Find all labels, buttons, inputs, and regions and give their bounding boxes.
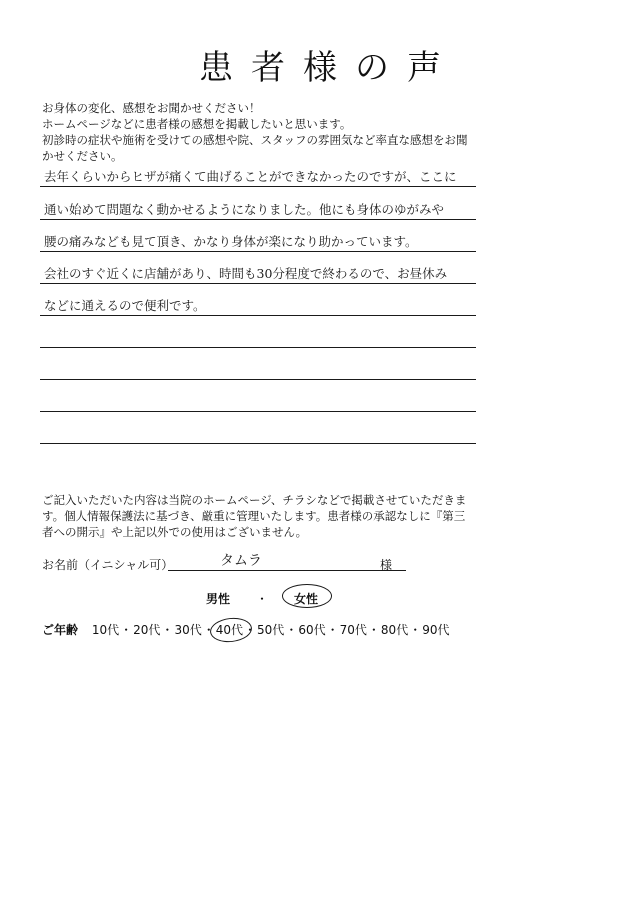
ruled-line xyxy=(40,443,476,444)
intro-line: ホームページなどに患者様の感想を掲載したいと思います。 xyxy=(42,117,352,131)
gender-option-male[interactable]: 男性 xyxy=(206,592,231,606)
name-label: お名前（イニシャル可） xyxy=(42,558,174,572)
testimonial-line-2: 通い始めて問題なく動かせるようになりました。他にも身体のゆがみや xyxy=(44,202,445,217)
intro-line: お身体の変化、感想をお聞かせください！ xyxy=(42,101,261,115)
age-separator: ・ xyxy=(244,623,257,637)
age-option-10s[interactable]: 10代 xyxy=(91,623,120,637)
age-selector xyxy=(42,621,450,638)
age-separator: ・ xyxy=(367,623,380,637)
gender-option-female[interactable]: 女性 xyxy=(294,592,319,606)
name-field xyxy=(42,553,402,574)
notice-line: す。個人情報保護法に基づき、厳重に管理いたします。患者様の承認なしに『第三 xyxy=(42,509,466,523)
age-separator: ・ xyxy=(120,623,133,637)
age-option-40s-wrap xyxy=(216,623,243,637)
age-label: ご年齢 xyxy=(42,623,79,637)
age-option-70s[interactable]: 70代 xyxy=(339,623,367,637)
age-option-20s[interactable]: 20代 xyxy=(133,623,161,637)
age-option-40s[interactable]: 40代 xyxy=(215,623,244,637)
ruled-line xyxy=(40,379,476,380)
privacy-notice xyxy=(42,492,602,540)
age-separator: ・ xyxy=(202,623,215,637)
testimonial-line-5: などに通えるので便利です。 xyxy=(44,298,206,313)
intro-line: かせください。 xyxy=(42,149,123,163)
age-option-30s[interactable]: 30代 xyxy=(174,623,202,637)
ruled-line xyxy=(40,315,476,316)
intro-text xyxy=(42,100,602,164)
ruled-line xyxy=(40,186,476,187)
testimonial-line-3: 腰の痛みなども見て頂き、かなり身体が楽になり助かっています。 xyxy=(44,234,418,249)
age-option-60s[interactable]: 60代 xyxy=(298,623,326,637)
age-separator: ・ xyxy=(409,623,422,637)
testimonial-line-1: 去年くらいからヒザが痛くて曲げることができなかったのですが、ここに xyxy=(44,169,457,184)
notice-line: 者への開示』や上記以外での使用はございません。 xyxy=(42,525,308,539)
name-suffix: 様 xyxy=(380,558,393,572)
age-option-80s[interactable]: 80代 xyxy=(380,623,409,637)
name-value[interactable]: タムラ xyxy=(220,553,262,569)
intro-line: 初診時の症状や施術を受けての感想や院、スタッフの雰囲気など率直な感想をお聞 xyxy=(42,133,468,147)
ruled-line xyxy=(40,347,476,348)
notice-line: ご記入いただいた内容は当院のホームページ、チラシなどで掲載させていただきま xyxy=(42,493,467,507)
age-option-50s[interactable]: 50代 xyxy=(257,623,285,637)
age-option-90s[interactable]: 90代 xyxy=(422,623,450,637)
age-separator: ・ xyxy=(285,623,298,637)
selection-circle xyxy=(209,616,253,644)
ruled-line xyxy=(40,411,476,412)
ruled-line xyxy=(40,219,476,220)
page-title: 患者様の声 xyxy=(199,48,459,88)
testimonial-line-4: 会社のすぐ近くに店舗があり、時間も30分程度で終わるので、お昼休み xyxy=(44,266,448,281)
ruled-line xyxy=(40,283,476,284)
ruled-line xyxy=(40,251,476,252)
name-underline xyxy=(168,570,406,571)
gender-separator: ・ xyxy=(256,592,269,606)
age-separator: ・ xyxy=(161,623,174,637)
age-separator: ・ xyxy=(326,623,339,637)
